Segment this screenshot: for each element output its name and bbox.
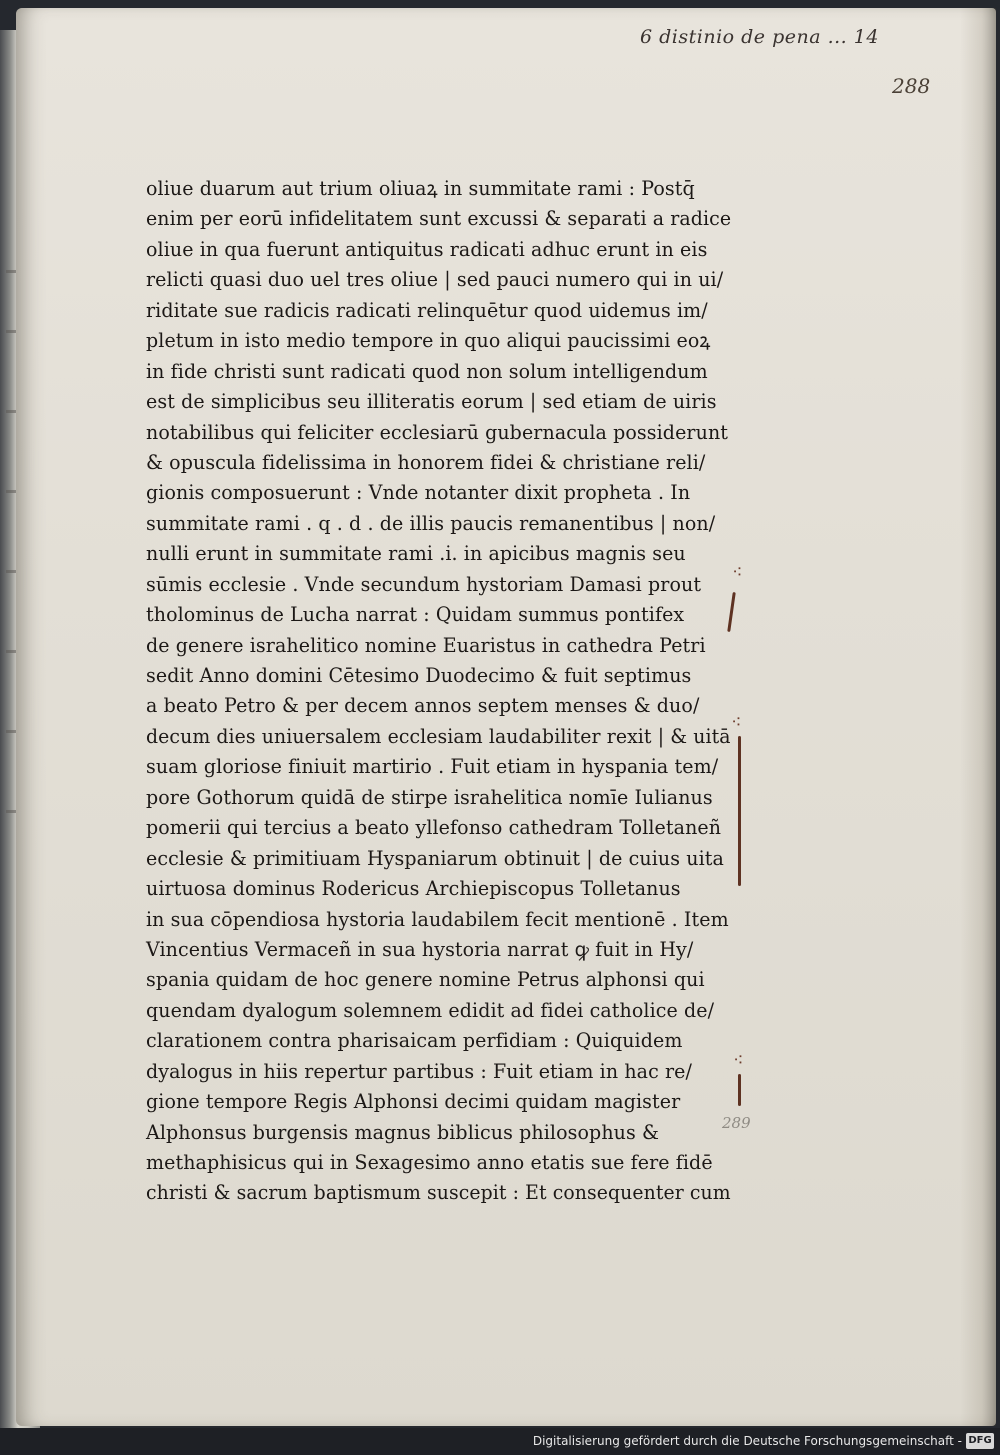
margin-bracket [738,736,741,886]
margin-mark: ⁖ [732,562,743,583]
text-line: Alphonsus burgensis magnus biblicus philosophus & [146,1120,660,1144]
printed-text-block [146,174,746,1209]
text-line: gionis composuerunt : Vnde notanter dixit propheta . In [146,481,691,505]
page-edge-shadow [960,8,996,1426]
text-line: relicti quasi duo uel tres oliue | sed pauci numero qui in ui/ [146,268,724,292]
text-line: pletum in isto medio tempore in quo aliqui paucissimi eoꝝ [146,329,711,353]
margin-bracket [738,1074,741,1106]
text-line: ecclesie & primitiuam Hyspaniarum obtinuit | de cuius uita [146,846,724,870]
text-line: pomerii qui tercius a beato yllefonso cathedram Tolletaneñ [146,816,722,840]
text-line: oliue in qua fuerunt antiquitus radicati adhuc erunt in eis [146,237,708,261]
text-line: de genere israhelitico nomine Euaristus in cathedra Petri [146,633,706,657]
margin-mark: ⁖ [731,712,742,733]
text-line: riditate sue radicis radicati relinquētur quod uidemus im/ [146,298,708,322]
text-line: sūmis ecclesie . Vnde secundum hystoriam Damasi prout [146,572,702,596]
text-line: Vincentius Vermaceñ in sua hystoria narrat ꝙ fuit in Hy/ [146,937,694,961]
text-line: suam gloriose finiuit martirio . Fuit etiam in hyspania tem/ [146,755,719,779]
handwritten-top-note: 6 distinio de pena ... 14 [640,26,879,48]
text-line: est de simplicibus seu illiteratis eorum | sed etiam de uiris [146,390,717,414]
footer-bar [0,1428,1000,1455]
text-line: quendam dyalogum solemnem edidit ad fidei catholice de/ [146,998,715,1022]
text-line: pore Gothorum quidā de stirpe israhelitica nomīe Iulianus [146,785,713,809]
text-line: & opuscula fidelissima in honorem fidei & christiane reli/ [146,450,706,474]
margin-mark: ⁖ [733,1050,744,1071]
text-line: sedit Anno domini Cētesimo Duodecimo & fuit septimus [146,664,692,687]
text-line: in sua cōpendiosa hystoria laudabilem fecit mentionē . Item [146,907,729,931]
text-line: oliue duarum aut trium oliuaꝝ in summitate rami : Postq̄ [146,177,695,200]
text-line: notabilibus qui feliciter ecclesiarū gubernacula possiderunt [146,420,729,444]
text-line: dyalogus in hiis repertur partibus : Fuit etiam in hac re/ [146,1059,693,1083]
text-line: spania quidam de hoc genere nomine Petrus alphonsi qui [146,968,705,992]
text-line: methaphisicus qui in Sexagesimo anno etatis sue fere fidē [146,1151,713,1174]
text-line: summitate rami . q . d . de illis paucis remanentibus | non/ [146,511,716,535]
dfg-logo: DFG [966,1433,994,1449]
text-line: a beato Petro & per decem annos septem menses & duo/ [146,694,700,718]
text-line: in fide christi sunt radicati quod non solum intelligendum [146,359,708,383]
text-line: uirtuosa dominus Rodericus Archiepiscopus Tolletanus [146,877,681,901]
text-line: christi & sacrum baptismum suscepit : Et consequenter cum [146,1181,731,1205]
text-line: decum dies uniuersalem ecclesiam laudabiliter rexit | & uitā [146,724,731,748]
handwritten-bottom-number: 289 [722,1114,751,1132]
text-line: enim per eorū infidelitatem sunt excussi & separati a radice [146,207,732,231]
text-line: tholominus de Lucha narrat : Quidam summus pontifex [146,603,685,627]
text-line: clarationem contra pharisaicam perfidiam : Quiquidem [146,1029,683,1053]
handwritten-folio-number: 288 [892,74,931,98]
footer-credit: Digitalisierung gefördert durch die Deutsche Forschungsgemeinschaft - [532,1434,962,1448]
text-line: gione tempore Regis Alphonsi decimi quidam magister [146,1090,681,1114]
text-line: nulli erunt in summitate rami .i. in apicibus magnis seu [146,542,686,566]
